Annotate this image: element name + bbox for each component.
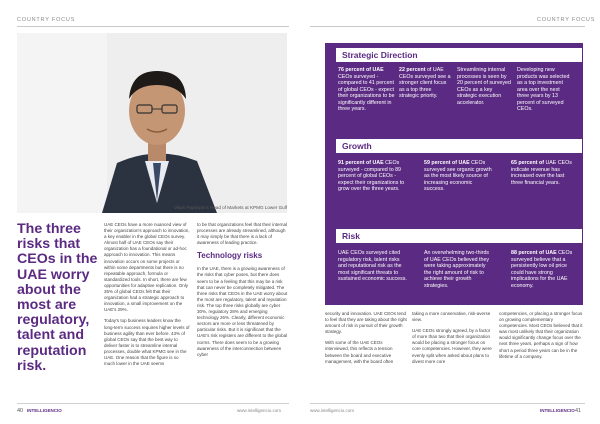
footer-brand-right: INTELLIGENCIO (540, 408, 575, 413)
body-paragraph: UAE CEOs have a more nuanced view of their organization's approach to innovation, a key enabler in the global CEOs survey. Almost half of UAE CEOs say their organization has a foundational or ad-hoc approach to innovation. This means innovation occurs on some projects or within some departments but there is no repeatable approach, formula or standardized tools. In short, there are few opportunities for adaptive replication. Only 35% of global CEOs felt that their organization had a strategic approach to innovation, a small improvement on the UAE's 29%. (104, 222, 190, 313)
stat-strategic-3: Streamlining internal processes is seen by 20 percent of surveyed CEOs as a key strategic execution accelerator. (457, 67, 511, 106)
portrait-photo (17, 33, 287, 213)
body-paragraph: security and innovation. UAE CEOs tend to feel that they are taking about the right amount of risk in pursuit of their growth strategy. (325, 311, 407, 335)
body-column-4 (412, 311, 492, 370)
body-column-5 (499, 311, 583, 365)
section-label-left: COUNTRY FOCUS (17, 17, 76, 23)
stat-risk-3: 88 percent of UAE CEOs surveyed believe that a persistently low oil price could have strong implications for the UAE economy. (511, 250, 573, 289)
growth-header (336, 139, 582, 153)
page-number-right: 41 (575, 408, 582, 414)
footer-rule-right (310, 403, 585, 404)
body-paragraph: UAE CEOs strongly agreed, by a factor of more than two that their organization would be placing a stronger focus on core competencies. However, they were evenly split when asked about plans to divest more core (412, 328, 492, 364)
body-paragraph: In the UAE, there is a growing awareness of the risks that cyber poses, but there does seem to be a feeling that this may be a risk that can never be completely mitigated. The three risks that CEOs in the UAE worry about the most are regulatory, talent and reputation risk. The top three risks globally are cyber 30%, regulatory 28% and emerging technology 26%. Clearly, different economic sectors are more or less threatened by particular risks. But it is significant that the UAE's risk registers are different to the global norms. There does seem to be a growing awareness of the interconnection between cyber (197, 266, 288, 357)
body-paragraph: taking a more conservative, risk-averse view. (412, 311, 491, 323)
portrait-illustration (17, 33, 287, 213)
stat-risk-1: UAE CEOs surveyed cited regulatory risk, talent risks and reputational risk as the most significant threats to sustained economic success. (338, 250, 407, 282)
body-column-1 (104, 222, 190, 372)
growth-title: Growth (342, 141, 372, 151)
photo-caption: Vikas Papriwal is Head of Markets at KPMG Lower Gulf (173, 205, 287, 210)
strategic-direction-title: Strategic Direction (342, 50, 418, 60)
technology-risks-heading: Technology risks (197, 251, 263, 261)
footer-rule-left (17, 403, 289, 404)
body-paragraph: competencies, or placing a stronger focus on growing complementary competencies. Most CEOs believed that it was most unlikely that their organization would significantly change focus over the next three years, perhaps a sign of how short a period three years can be in the lifetime of a company. (499, 311, 583, 359)
stat-strategic-4: Developing new products was selected as a top investment area over the next three years by 13 percent of surveyed CEOs. (517, 67, 570, 112)
header-rule-right (310, 26, 585, 27)
header-rule-left (17, 26, 289, 27)
stat-growth-3: 65 percent of UAE CEOs indicate revenue has increased over the last three financial years. (511, 160, 572, 186)
body-paragraph: With some of the UAE CEOs interviewed, this reflects a tension between the board and executive management, with the board often (325, 340, 394, 364)
body-paragraph: to be that organizations feel that their internal processes are already streamlined, although it may simply be that there is a lack of awareness of leading practice. (197, 222, 288, 246)
body-column-2 (197, 222, 289, 363)
footer-brand-left: INTELLIGENCIO (27, 408, 62, 413)
body-paragraph: Today's top business leaders know the long-term success requires higher levels of business agility than ever before. 43% of global CEOs say that the best way to deliver faster is to streamline internal processes, double what KPMG see in the UAE. One reason that the figure is so much lower in the UAE seems (104, 318, 190, 367)
risk-header (336, 229, 582, 243)
risk-title: Risk (342, 231, 360, 241)
footer-url-left: www.intelligencio.com (237, 408, 282, 413)
footer-url-right: www.intelligencio.com (310, 408, 355, 413)
stat-growth-2: 59 percent of UAE CEOs surveyed see organic growth as the most likely source of increasing economic success. (424, 160, 492, 192)
stat-growth-1: 91 percent of UAE CEOs surveyed - compared to 89 percent of global CEOs - expect their organizations to grow over the three years. (338, 160, 405, 192)
stat-strategic-2: 22 percent of UAE CEOs surveyed see a stronger client focus as a top three strategic priority. (399, 67, 451, 99)
stat-risk-2: An overwhelming two-thirds of UAE CEOs believed they were taking approximately the right amount of risk to achieve their growth strategies. (424, 250, 490, 289)
body-column-3 (325, 311, 407, 370)
section-label-right: COUNTRY FOCUS (537, 17, 596, 23)
pull-quote: The three risks that CEOs in the UAE worry about the most are regulatory, talent and reputation risk. (17, 221, 98, 374)
page-number-left: 40 (17, 408, 24, 414)
strategic-direction-header (336, 48, 582, 62)
stat-strategic-1: 76 percent of UAE CEOs surveyed - compared to 41 percent of global CEOs - expect their organizations to be significantly different in three years. (338, 67, 395, 112)
